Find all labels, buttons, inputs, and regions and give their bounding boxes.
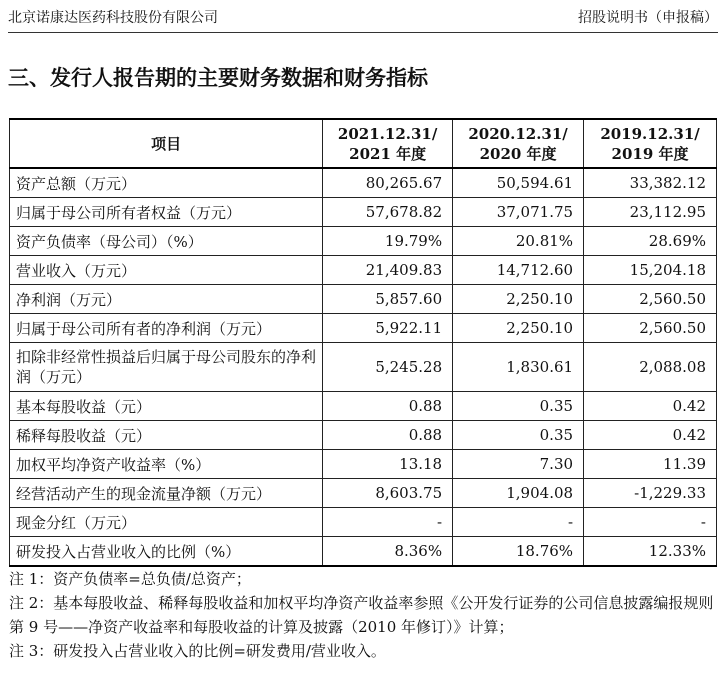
value-2021: 5,857.60	[323, 285, 453, 314]
note-2: 注 2：基本每股收益、稀释每股收益和加权平均净资产收益率参照《公开发行证券的公司信息披露编报规则第 9 号——净资产收益率和每股收益的计算及披露（2010 年修订）》计算；	[9, 594, 714, 636]
section-title: 三、发行人报告期的主要财务数据和财务指标	[8, 66, 428, 90]
value-2019: -	[584, 508, 717, 537]
row-label: 稀释每股收益（元）	[10, 421, 323, 450]
header-2020-date: 2020.12.31/	[468, 124, 568, 143]
value-2021: 80,265.67	[323, 168, 453, 198]
header-2019-date: 2019.12.31/	[600, 124, 700, 143]
value-2020: 0.35	[453, 421, 584, 450]
row-label: 资产总额（万元）	[10, 168, 323, 198]
header-divider	[8, 32, 718, 33]
header-2021	[323, 119, 453, 168]
row-label: 加权平均净资产收益率（%）	[10, 450, 323, 479]
value-2019: 0.42	[584, 421, 717, 450]
row-label: 资产负债率（母公司）（%）	[10, 227, 323, 256]
value-2021: 13.18	[323, 450, 453, 479]
table-row	[10, 450, 717, 479]
table-row	[10, 508, 717, 537]
value-2020: 14,712.60	[453, 256, 584, 285]
table-row	[10, 198, 717, 227]
value-2019: 2,088.08	[584, 343, 717, 392]
table-row	[10, 421, 717, 450]
value-2019: 15,204.18	[584, 256, 717, 285]
header-2020-year: 2020 年度	[479, 144, 557, 163]
value-2020: 1,904.08	[453, 479, 584, 508]
value-2021: 19.79%	[323, 227, 453, 256]
table-row	[10, 314, 717, 343]
table-row	[10, 168, 717, 198]
note-1: 注 1：资产负债率=总负债/总资产；	[9, 570, 251, 588]
value-2021: 57,678.82	[323, 198, 453, 227]
header-2021-date: 2021.12.31/	[337, 124, 438, 143]
row-label: 营业收入（万元）	[10, 256, 323, 285]
value-2019: -1,229.33	[584, 479, 717, 508]
value-2019: 0.42	[584, 392, 717, 421]
value-2021: 8,603.75	[323, 479, 453, 508]
value-2020: 7.30	[453, 450, 584, 479]
value-2021: 21,409.83	[323, 256, 453, 285]
company-name: 北京诺康达医药科技股份有限公司	[8, 10, 218, 26]
value-2019: 23,112.95	[584, 198, 717, 227]
table-row	[10, 256, 717, 285]
value-2020: 2,250.10	[453, 314, 584, 343]
value-2019: 33,382.12	[584, 168, 717, 198]
value-2020: 50,594.61	[453, 168, 584, 198]
table-row	[10, 479, 717, 508]
row-label: 扣除非经常性损益后归属于母公司股东的净利润（万元）	[10, 343, 323, 392]
row-label: 研发投入占营业收入的比例（%）	[10, 537, 323, 567]
value-2020: 20.81%	[453, 227, 584, 256]
value-2021: 5,245.28	[323, 343, 453, 392]
table-row	[10, 227, 717, 256]
row-label: 经营活动产生的现金流量净额（万元）	[10, 479, 323, 508]
value-2019: 28.69%	[584, 227, 717, 256]
financial-data-table	[9, 118, 717, 567]
page-header	[8, 6, 718, 28]
header-2019	[584, 119, 717, 168]
value-2020: 2,250.10	[453, 285, 584, 314]
value-2020: 37,071.75	[453, 198, 584, 227]
value-2021: 5,922.11	[323, 314, 453, 343]
row-label: 净利润（万元）	[10, 285, 323, 314]
value-2020: 1,830.61	[453, 343, 584, 392]
table-header-row	[10, 119, 717, 168]
value-2021: 8.36%	[323, 537, 453, 567]
value-2020: 18.76%	[453, 537, 584, 567]
row-label: 现金分红（万元）	[10, 508, 323, 537]
value-2019: 12.33%	[584, 537, 717, 567]
header-2020	[453, 119, 584, 168]
header-item: 项目	[10, 119, 323, 168]
table-row	[10, 537, 717, 567]
value-2021: -	[323, 508, 453, 537]
value-2021: 0.88	[323, 421, 453, 450]
row-label: 基本每股收益（元）	[10, 392, 323, 421]
table-notes	[9, 567, 715, 663]
row-label: 归属于母公司所有者的净利润（万元）	[10, 314, 323, 343]
row-label: 归属于母公司所有者权益（万元）	[10, 198, 323, 227]
note-3: 注 3：研发投入占营业收入的比例=研发费用/营业收入。	[9, 642, 386, 660]
value-2020: -	[453, 508, 584, 537]
value-2020: 0.35	[453, 392, 584, 421]
header-2019-year: 2019 年度	[611, 144, 689, 163]
header-2021-year: 2021 年度	[349, 144, 427, 163]
document-type: 招股说明书（申报稿）	[578, 10, 718, 26]
table-row	[10, 343, 717, 392]
value-2019: 11.39	[584, 450, 717, 479]
table-row	[10, 392, 717, 421]
value-2019: 2,560.50	[584, 285, 717, 314]
value-2019: 2,560.50	[584, 314, 717, 343]
value-2021: 0.88	[323, 392, 453, 421]
table-row	[10, 285, 717, 314]
